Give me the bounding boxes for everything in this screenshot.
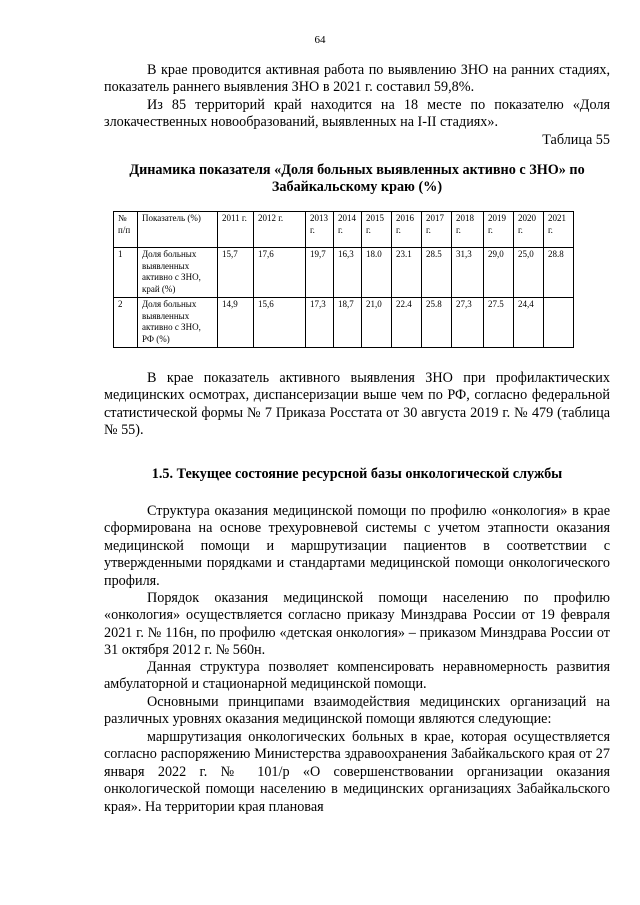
header-cell: 2015 г. xyxy=(362,212,392,248)
section-title: 1.5. Текущее состояние ресурсной базы онкологической службы xyxy=(151,466,563,482)
value-cell: 23.1 xyxy=(392,248,422,298)
row-label: Доля больных выявленных активно с ЗНО, край (%) xyxy=(138,248,218,298)
header-cell: 2017 г. xyxy=(422,212,452,248)
value-cell: 22.4 xyxy=(392,298,422,348)
header-cell: 2011 г. xyxy=(218,212,254,248)
paragraph-compensation: Данная структура позволяет компенсировать неравномерность развития амбулаторной и стационарной медицинской помощи. xyxy=(104,659,610,693)
header-cell: 2019 г. xyxy=(484,212,514,248)
paragraph-principles: Основными принципами взаимодействия медицинских организаций на различных уровнях оказания медицинской помощи являются следующие: xyxy=(104,694,610,728)
paragraph-territory-rank: Из 85 территорий край находится на 18 месте по показателю «Доля злокачественных новообразований, выявленных на I-II стадиях». xyxy=(104,97,610,131)
table-title: Динамика показателя «Доля больных выявленных активно с ЗНО» по Забайкальскому краю (%) xyxy=(129,162,585,196)
value-cell: 18.0 xyxy=(362,248,392,298)
page-number: 64 xyxy=(314,34,326,46)
value-cell xyxy=(544,298,574,348)
header-cell: 2021 г. xyxy=(544,212,574,248)
table-header-row xyxy=(114,212,574,248)
data-table xyxy=(113,211,574,348)
value-cell: 25.8 xyxy=(422,298,452,348)
header-cell: 2016 г. xyxy=(392,212,422,248)
value-cell: 24,4 xyxy=(514,298,544,348)
paragraph-active-detection: В крае показатель активного выявления ЗНО при профилактических медицинских осмотрах, диспансеризации выше чем по РФ, согласно федеральной статистической формы № 7 Приказа Росстата от 30 августа 2019 г. № 479 (таблица № 55). xyxy=(104,370,610,439)
header-cell: 2018 г. xyxy=(452,212,484,248)
row-number: 1 xyxy=(114,248,138,298)
value-cell: 16,3 xyxy=(334,248,362,298)
value-cell: 19,7 xyxy=(306,248,334,298)
value-cell: 25,0 xyxy=(514,248,544,298)
value-cell: 15,7 xyxy=(218,248,254,298)
value-cell: 15,6 xyxy=(254,298,306,348)
table-label: Таблица 55 xyxy=(542,132,610,148)
row-label: Доля больных выявленных активно с ЗНО, РФ (%) xyxy=(138,298,218,348)
table-row xyxy=(114,248,574,298)
value-cell: 21,0 xyxy=(362,298,392,348)
value-cell: 29,0 xyxy=(484,248,514,298)
value-cell: 27.5 xyxy=(484,298,514,348)
header-cell: 2012 г. xyxy=(254,212,306,248)
paragraph-early-detection: В крае проводится активная работа по выявлению ЗНО на ранних стадиях, показатель раннего выявления ЗНО в 2021 г. составил 59,8%. xyxy=(104,62,610,96)
paragraph-structure: Структура оказания медицинской помощи по профилю «онкология» в крае сформирована на основе трехуровневой системы с учетом этапности оказания медицинской помощи и маршрутизации пациентов в соответствии с утвержденными порядками и стандартами медицинской помощи онкологического профиля. xyxy=(104,503,610,589)
value-cell: 31,3 xyxy=(452,248,484,298)
value-cell: 27,3 xyxy=(452,298,484,348)
value-cell: 17,6 xyxy=(254,248,306,298)
header-cell: Показатель (%) xyxy=(138,212,218,248)
value-cell: 18,7 xyxy=(334,298,362,348)
table-row xyxy=(114,298,574,348)
paragraph-order: Порядок оказания медицинской помощи населению по профилю «онкология» осуществляется согласно приказу Минздрава России от 19 февраля 2021 г. № 116н, по профилю «детская онкология» – приказом Минздрава России от 31 октября 2012 г. № 560н. xyxy=(104,590,610,659)
row-number: 2 xyxy=(114,298,138,348)
value-cell: 14,9 xyxy=(218,298,254,348)
value-cell: 28.8 xyxy=(544,248,574,298)
header-cell: 2014 г. xyxy=(334,212,362,248)
value-cell: 17,3 xyxy=(306,298,334,348)
paragraph-routing: маршрутизация онкологических больных в крае, которая осуществляется согласно распоряжению Министерства здравоохранения Забайкальского края от 27 января 2022 г. № 101/р «О совершенствовании организации оказания онкологической помощи населению в медицинских организациях Забайкальского края». На территории края плановая xyxy=(104,729,610,815)
header-cell: 2020 г. xyxy=(514,212,544,248)
header-cell: № п/п xyxy=(114,212,138,248)
value-cell: 28.5 xyxy=(422,248,452,298)
header-cell: 2013 г. xyxy=(306,212,334,248)
